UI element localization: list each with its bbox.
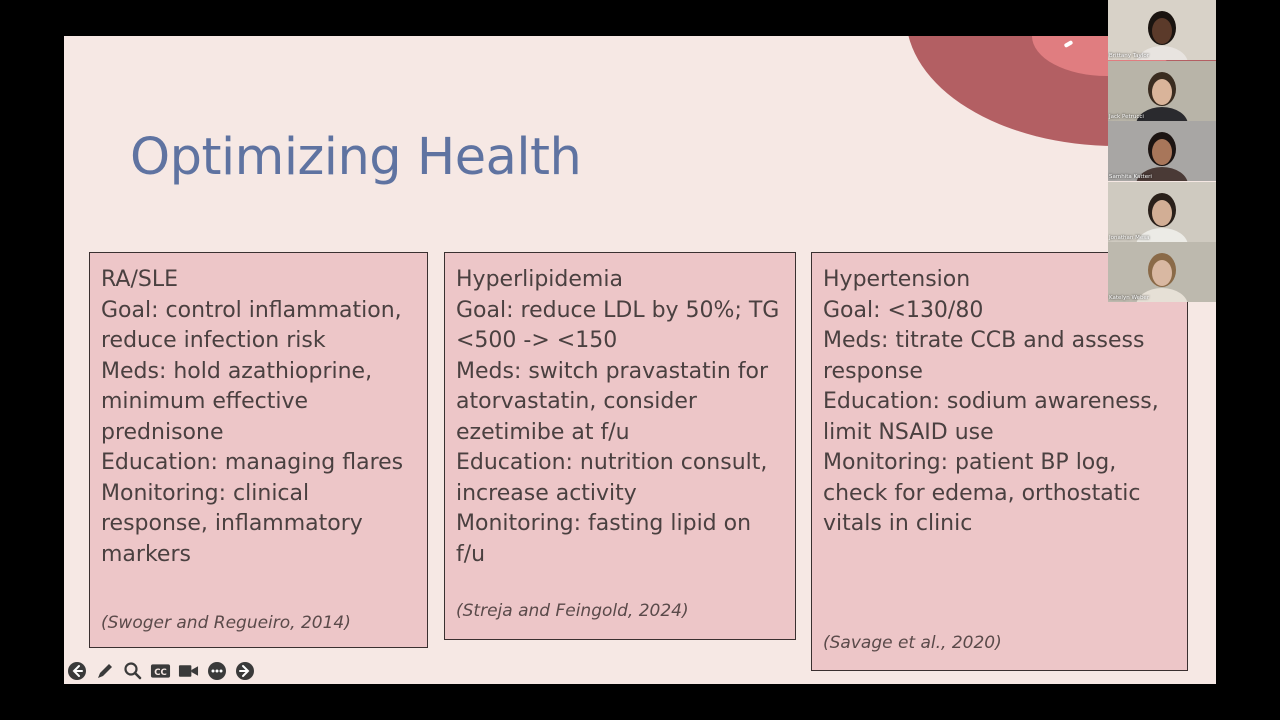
slide-title: Optimizing Health [130,128,582,187]
card-title: Hyperlipidemia [456,267,623,292]
citation: (Streja and Feingold, 2024) [456,601,689,621]
card-line: Meds: titrate CCB and assess [823,328,1145,353]
participant-name: Katelyn Weber [1109,295,1150,301]
participant-video-icon [1108,61,1216,121]
card-line: Meds: hold azathioprine, [101,358,373,384]
participant-video-strip [1108,0,1216,302]
participant-tile[interactable] [1108,61,1216,121]
card-hyperlipidemia [444,252,796,640]
card-line: Goal: control inflammation, [101,297,402,323]
card-line: ezetimibe at f/u [456,419,630,445]
card-line: limit NSAID use [823,419,994,445]
card-hypertension [811,252,1188,671]
card-line: Monitoring: patient BP log, [823,450,1117,475]
back-arrow-icon[interactable] [66,660,87,681]
card-line: Goal: reduce LDL by 50%; TG [456,297,780,323]
card-line: response, inflammatory [101,511,363,536]
forward-arrow-icon[interactable] [234,660,255,681]
participant-video-icon [1108,0,1216,60]
card-title: RA/SLE [101,267,178,292]
participant-video-icon [1108,182,1216,242]
card-line: increase activity [456,480,637,506]
card-title: Hypertension [823,267,971,292]
card-line: f/u [456,541,486,567]
participant-name: Samhita Katteri [1109,174,1152,180]
card-line: Meds: switch pravastatin for [456,358,769,384]
participant-name: Brittany Taylor [1109,53,1149,59]
card-line: <500 -> <150 [456,328,618,353]
closed-caption-icon[interactable] [150,660,171,681]
card-line: prednisone [101,419,224,445]
card-line: Education: managing flares [101,450,404,475]
zoom-icon[interactable] [122,660,143,681]
participant-tile[interactable] [1108,121,1216,181]
more-icon[interactable] [206,660,227,681]
card-line: check for edema, orthostatic [823,480,1141,506]
card-line: response [823,358,923,384]
citation: (Savage et al., 2020) [823,633,1002,653]
card-line: Monitoring: fasting lipid on [456,511,752,536]
presentation-toolbar [66,660,255,681]
participant-video-icon [1108,121,1216,181]
pen-icon[interactable] [94,660,115,681]
cc-label: CC [154,667,167,678]
participant-name: Jonathan Mesa [1109,234,1150,241]
participant-video-icon [1108,242,1216,302]
presentation-slide [64,36,1216,684]
participant-tile[interactable] [1108,242,1216,302]
card-line: Education: nutrition consult, [456,450,768,475]
card-line: minimum effective [101,389,309,414]
citation: (Swoger and Regueiro, 2014) [101,613,351,633]
participant-tile[interactable] [1108,182,1216,242]
participant-tile[interactable] [1108,0,1216,60]
card-line: Goal: <130/80 [823,297,984,323]
card-line: Education: sodium awareness, [823,389,1159,414]
video-icon[interactable] [178,660,199,681]
card-line: reduce infection risk [101,328,326,353]
card-ra-sle [89,252,428,648]
card-line: Monitoring: clinical [101,480,310,506]
card-line: atorvastatin, consider [456,389,697,414]
card-line: markers [101,541,191,567]
participant-name: Jack Petrucci [1109,113,1144,120]
card-line: vitals in clinic [823,511,973,536]
